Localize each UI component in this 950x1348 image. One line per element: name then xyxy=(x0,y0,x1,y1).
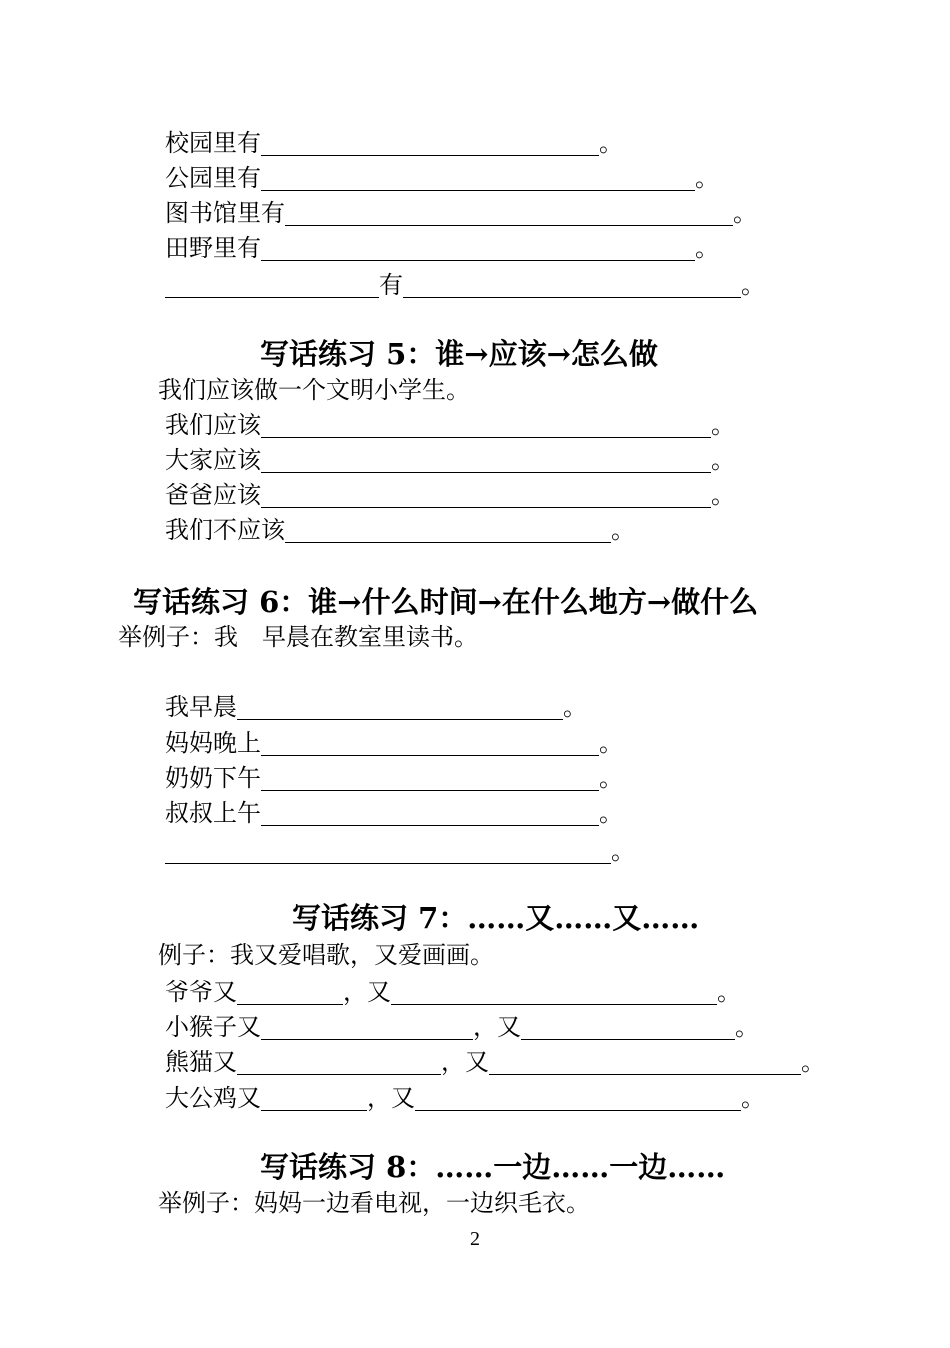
example-text: 举例子：我 早晨在教室里读书。 xyxy=(118,623,478,651)
answer-blank[interactable] xyxy=(261,164,695,191)
fill-line xyxy=(165,834,635,868)
fill-line xyxy=(165,443,735,477)
answer-blank[interactable] xyxy=(489,1048,801,1075)
fill-line xyxy=(165,126,623,160)
line-prompt: 公园里有 xyxy=(165,164,261,192)
example-text: 我们应该做一个文明小学生。 xyxy=(158,376,470,404)
line-prompt: 爸爸应该 xyxy=(165,481,261,509)
line-end: 。 xyxy=(599,129,623,157)
fill-line xyxy=(165,761,623,795)
answer-blank[interactable] xyxy=(261,764,599,791)
line-prompt: 熊猫又 xyxy=(165,1048,237,1076)
line-mid: ，又 xyxy=(441,1048,489,1076)
line-end: 。 xyxy=(711,481,735,509)
line-mid: ，又 xyxy=(343,978,391,1006)
line-end: 。 xyxy=(611,837,635,865)
answer-blank[interactable] xyxy=(261,799,599,826)
answer-blank[interactable] xyxy=(415,1084,741,1111)
page-number: 2 xyxy=(470,1228,480,1250)
line-prompt: 大公鸡又 xyxy=(165,1084,261,1112)
line-prompt: 校园里有 xyxy=(165,129,261,157)
line-end: 。 xyxy=(695,164,719,192)
line-prompt: 叔叔上午 xyxy=(165,799,261,827)
line-prompt: 我们应该 xyxy=(165,411,261,439)
answer-blank[interactable] xyxy=(261,729,599,756)
line-prompt: 小猴子又 xyxy=(165,1013,261,1041)
fill-line xyxy=(165,796,623,830)
line-end: 。 xyxy=(711,446,735,474)
fill-line xyxy=(165,513,635,547)
fill-line xyxy=(165,1010,759,1044)
line-end: 。 xyxy=(599,729,623,757)
example-text: 举例子：妈妈一边看电视，一边织毛衣。 xyxy=(158,1189,590,1217)
line-end: 。 xyxy=(801,1048,825,1076)
answer-blank[interactable] xyxy=(237,1048,441,1075)
line-end: 。 xyxy=(611,516,635,544)
section-heading: 写话练习 5：谁→应该→怎么做 xyxy=(260,337,658,371)
line-end: 。 xyxy=(599,764,623,792)
fill-line xyxy=(165,975,741,1009)
fill-line xyxy=(165,231,719,265)
line-mid: ，又 xyxy=(367,1084,415,1112)
answer-blank[interactable] xyxy=(261,234,695,261)
line-prompt: 图书馆里有 xyxy=(165,199,285,227)
line-prompt: 爷爷又 xyxy=(165,978,237,1006)
fill-line xyxy=(165,408,735,442)
example-text: 例子：我又爱唱歌，又爱画画。 xyxy=(158,941,494,969)
answer-blank[interactable] xyxy=(261,1013,473,1040)
answer-blank[interactable] xyxy=(261,129,599,156)
answer-blank[interactable] xyxy=(261,481,711,508)
fill-line xyxy=(165,478,735,512)
line-end: 。 xyxy=(599,799,623,827)
answer-blank[interactable] xyxy=(521,1013,735,1040)
fill-line xyxy=(165,161,719,195)
answer-blank[interactable] xyxy=(391,978,717,1005)
line-mid: 有 xyxy=(379,271,403,299)
fill-line xyxy=(165,196,757,230)
answer-blank[interactable] xyxy=(285,516,611,543)
line-mid: ，又 xyxy=(473,1013,521,1041)
section-heading: 写话练习 6：谁→什么时间→在什么地方→做什么 xyxy=(133,585,759,619)
line-prompt: 奶奶下午 xyxy=(165,764,261,792)
example-sentence xyxy=(158,1186,590,1220)
fill-line xyxy=(165,726,623,760)
line-prompt: 大家应该 xyxy=(165,446,261,474)
line-end: 。 xyxy=(711,411,735,439)
example-sentence xyxy=(118,620,478,654)
line-end: 。 xyxy=(735,1013,759,1041)
fill-line xyxy=(165,268,765,302)
line-end: 。 xyxy=(741,1084,765,1112)
answer-blank[interactable] xyxy=(285,199,733,226)
line-end: 。 xyxy=(563,693,587,721)
answer-blank[interactable] xyxy=(165,271,379,298)
line-prompt: 我早晨 xyxy=(165,693,237,721)
answer-blank[interactable] xyxy=(165,837,611,864)
line-end: 。 xyxy=(733,199,757,227)
answer-blank[interactable] xyxy=(261,1084,367,1111)
answer-blank[interactable] xyxy=(403,271,741,298)
line-prompt: 我们不应该 xyxy=(165,516,285,544)
fill-line xyxy=(165,1045,825,1079)
line-end: 。 xyxy=(717,978,741,1006)
line-end: 。 xyxy=(695,234,719,262)
answer-blank[interactable] xyxy=(261,446,711,473)
example-sentence xyxy=(158,938,494,972)
line-prompt: 田野里有 xyxy=(165,234,261,262)
example-sentence xyxy=(158,373,470,407)
answer-blank[interactable] xyxy=(237,978,343,1005)
section-heading: 写话练习 7：……又……又…… xyxy=(292,901,700,935)
line-end: 。 xyxy=(741,271,765,299)
answer-blank[interactable] xyxy=(261,411,711,438)
fill-line xyxy=(165,1081,765,1115)
section-heading: 写话练习 8：……一边……一边…… xyxy=(260,1150,726,1184)
answer-blank[interactable] xyxy=(237,693,563,720)
line-prompt: 妈妈晚上 xyxy=(165,729,261,757)
fill-line xyxy=(165,690,587,724)
